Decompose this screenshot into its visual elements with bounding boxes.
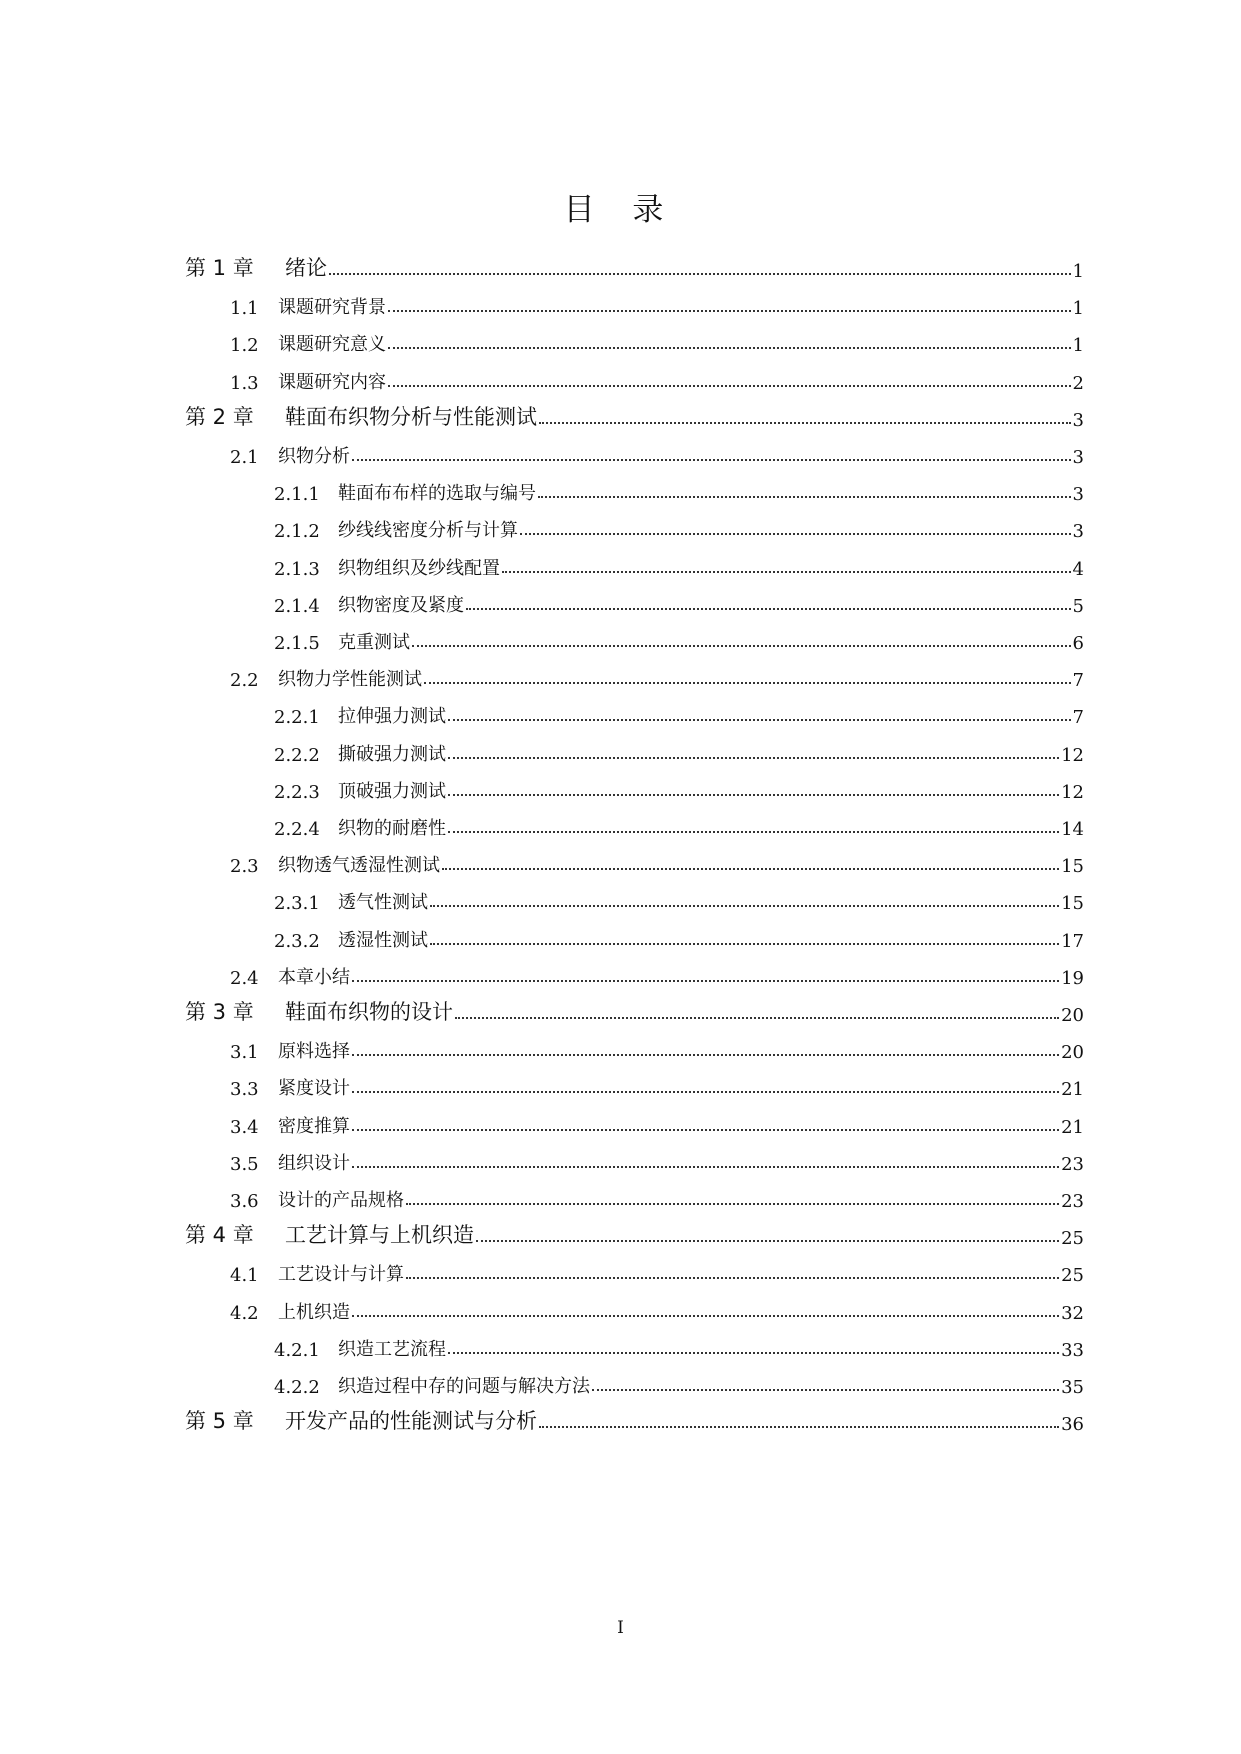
toc-entry-title: 顶破强力测试 [338,780,446,802]
toc-entry-title: 上机织造 [278,1301,350,1323]
toc-entry-page: 7 [1072,707,1084,729]
toc-entry-sub[interactable] [0,1329,1241,1361]
toc-entry-page: 7 [1072,670,1084,692]
toc-entry-section[interactable] [0,1292,1241,1324]
toc-entry-sub[interactable] [0,734,1241,766]
toc-dot-leader [448,794,1059,796]
toc-dot-leader [466,608,1071,610]
toc-entry-section[interactable] [0,659,1241,691]
toc-entry-page: 1 [1072,298,1084,320]
toc-dot-leader [388,347,1071,349]
toc-entry-section[interactable] [0,1068,1241,1100]
toc-entry-number: 2.2.3 [274,781,320,803]
toc-entry-number: 3.3 [230,1079,259,1101]
toc-entry-title: 设计的产品规格 [278,1190,404,1211]
toc-entry-chapter[interactable] [0,1217,1241,1249]
toc-entry-number: 4.2 [230,1302,259,1324]
toc-dot-leader [424,682,1071,684]
toc-entry-section[interactable] [0,1143,1241,1175]
toc-entry-number: 第 1 章 [185,256,254,280]
toc-entry-number: 3.1 [230,1042,259,1064]
toc-entry-number: 2.1 [230,447,259,468]
toc-entry-page: 33 [1061,1339,1084,1361]
toc-entry-page: 17 [1061,930,1084,952]
toc-dot-leader [539,1426,1059,1428]
toc-dot-leader [352,980,1059,982]
toc-entry-title: 密度推算 [278,1115,350,1137]
toc-entry-sub[interactable] [0,585,1241,617]
toc-dot-leader [430,905,1059,907]
toc-entry-sub[interactable] [0,808,1241,840]
toc-entry-title: 织物的耐磨性 [338,818,446,839]
toc-entry-sub[interactable] [0,882,1241,914]
toc-entry-number: 2.1.2 [274,521,320,543]
toc-entry-chapter[interactable] [0,994,1241,1026]
toc-entry-title: 织物组织及纱线配置 [338,557,500,579]
toc-entry-sub[interactable] [0,473,1241,505]
toc-entry-section[interactable] [0,1106,1241,1138]
toc-entry-number: 第 5 章 [185,1409,254,1434]
toc-entry-title: 紧度设计 [278,1078,350,1100]
toc-entry-number: 1.1 [230,298,259,320]
toc-entry-title: 绪论 [285,256,327,280]
toc-entry-number: 2.3.1 [274,893,320,915]
toc-entry-page: 23 [1061,1153,1084,1175]
toc-entry-number: 2.1.3 [274,558,320,580]
toc-entry-title: 透气性测试 [338,892,428,914]
toc-entry-number: 3.5 [230,1153,259,1175]
toc-entry-title: 透湿性测试 [338,929,428,951]
toc-entry-page: 4 [1072,558,1084,580]
toc-entry-page: 1 [1072,335,1084,357]
toc-entry-title: 课题研究意义 [278,334,386,356]
toc-entry-number: 2.1.5 [274,633,320,654]
toc-entry-page: 20 [1061,1005,1084,1026]
toc-entry-number: 第 3 章 [185,1000,254,1024]
toc-entry-title: 拉伸强力测试 [338,706,446,728]
toc-entry-page: 23 [1061,1191,1084,1212]
toc-entry-section[interactable] [0,957,1241,989]
toc-entry-title: 课题研究背景 [278,297,386,319]
toc-dot-leader [329,273,1071,275]
toc-entry-title: 织物分析 [278,446,350,467]
toc-dot-leader [352,1129,1059,1131]
toc-entry-number: 3.4 [230,1116,259,1138]
toc-dot-leader [502,571,1071,573]
toc-entry-title: 织造工艺流程 [338,1338,446,1360]
toc-dot-leader [352,1091,1059,1093]
toc-entry-number: 4.2.1 [274,1339,320,1361]
toc-dot-leader [352,1054,1059,1056]
toc-entry-sub[interactable] [0,696,1241,728]
toc-entry-number: 第 4 章 [185,1223,254,1248]
page-number-footer: I [617,1618,624,1638]
toc-dot-leader [448,719,1071,721]
toc-entry-page: 25 [1061,1228,1084,1250]
toc-entry-title: 组织设计 [278,1152,350,1174]
toc-entry-section[interactable] [0,1031,1241,1063]
toc-entry-number: 2.2 [230,670,259,692]
toc-entry-number: 2.2.1 [274,707,320,729]
toc-entry-title: 工艺设计与计算 [278,1264,404,1286]
toc-entry-sub[interactable] [0,1366,1241,1398]
toc-entry-number: 4.1 [230,1265,259,1287]
toc-entry-title: 织物密度及紧度 [338,594,464,616]
toc-entry-number: 2.2.2 [274,744,320,766]
toc-entry-number: 2.4 [230,967,259,989]
toc-dot-leader [352,459,1071,461]
toc-dot-leader [448,831,1059,833]
toc-dot-leader [430,943,1059,945]
toc-title: 目 录 [563,192,678,228]
toc-entry-chapter[interactable] [0,250,1241,282]
toc-dot-leader [406,1277,1059,1279]
toc-entry-section[interactable] [0,436,1241,468]
toc-entry-section[interactable] [0,1254,1241,1286]
toc-entry-section[interactable] [0,1180,1241,1212]
toc-dot-leader [520,533,1071,535]
toc-entry-page: 3 [1072,447,1084,468]
toc-entry-page: 15 [1061,856,1084,878]
toc-dot-leader [352,1166,1059,1168]
toc-entry-page: 12 [1061,744,1084,766]
toc-entry-chapter[interactable] [0,399,1241,431]
toc-entry-section[interactable] [0,362,1241,394]
toc-entry-number: 2.3.2 [274,930,320,952]
toc-entry-page: 36 [1061,1414,1084,1436]
toc-entry-page: 21 [1061,1116,1084,1138]
toc-dot-leader [412,645,1071,647]
toc-dot-leader [388,310,1071,312]
toc-entry-page: 21 [1061,1079,1084,1101]
toc-dot-leader [448,1352,1059,1354]
toc-entry-title: 织物透气透湿性测试 [278,855,440,877]
toc-entry-page: 2 [1072,372,1084,394]
toc-entry-title: 织造过程中存的问题与解决方法 [338,1376,590,1397]
toc-entry-title: 克重测试 [338,632,410,653]
toc-dot-leader [476,1240,1059,1242]
toc-entry-title: 纱线线密度分析与计算 [338,520,518,542]
toc-entry-number: 2.3 [230,856,259,878]
toc-entry-page: 19 [1061,967,1084,989]
toc-entry-page: 12 [1061,781,1084,803]
toc-dot-leader [539,422,1071,424]
toc-entry-number: 2.2.4 [274,819,320,840]
toc-entry-page: 6 [1072,633,1084,654]
toc-entry-page: 14 [1061,819,1084,840]
toc-entry-page: 5 [1072,595,1084,617]
toc-dot-leader [406,1203,1059,1205]
toc-dot-leader [455,1017,1059,1019]
toc-entry-title: 开发产品的性能测试与分析 [285,1409,537,1434]
toc-entry-section[interactable] [0,845,1241,877]
toc-entry-sub[interactable] [0,920,1241,952]
toc-entry-page: 32 [1061,1302,1084,1324]
toc-entry-page: 20 [1061,1042,1084,1064]
toc-entry-section[interactable] [0,287,1241,319]
toc-entry-section[interactable] [0,324,1241,356]
toc-entry-title: 原料选择 [278,1041,350,1063]
toc-entry-title: 工艺计算与上机织造 [285,1223,474,1248]
toc-entry-title: 织物力学性能测试 [278,669,422,691]
toc-entry-number: 第 2 章 [185,404,254,429]
toc-entry-number: 1.3 [230,372,259,394]
toc-dot-leader [448,757,1059,759]
toc-entry-number: 4.2.2 [274,1377,320,1398]
toc-entry-page: 25 [1061,1265,1084,1287]
toc-entry-title: 课题研究内容 [278,371,386,393]
toc-entry-page: 3 [1072,484,1084,506]
toc-entry-title: 鞋面布织物分析与性能测试 [285,404,537,429]
toc-entry-number: 2.1.4 [274,595,320,617]
toc-entry-sub[interactable] [0,622,1241,654]
toc-entry-page: 15 [1061,893,1084,915]
toc-entry-chapter[interactable] [0,1403,1241,1435]
toc-entry-page: 3 [1072,409,1084,431]
toc-dot-leader [388,385,1071,387]
toc-entry-number: 3.6 [230,1191,259,1212]
toc-dot-leader [442,868,1059,870]
toc-entry-title: 鞋面布布样的选取与编号 [338,483,536,505]
toc-entry-page: 35 [1061,1377,1084,1398]
toc-entry-sub[interactable] [0,548,1241,580]
toc-entry-sub[interactable] [0,510,1241,542]
toc-entry-page: 1 [1072,261,1084,282]
toc-entry-title: 鞋面布织物的设计 [285,1000,453,1024]
toc-dot-leader [538,496,1071,498]
toc-entry-page: 3 [1072,521,1084,543]
toc-entry-title: 本章小结 [278,966,350,988]
toc-entry-number: 2.1.1 [274,484,320,506]
toc-entry-sub[interactable] [0,771,1241,803]
toc-dot-leader [352,1315,1059,1317]
toc-entry-title: 撕破强力测试 [338,743,446,765]
toc-dot-leader [592,1389,1059,1391]
toc-entry-number: 1.2 [230,335,259,357]
